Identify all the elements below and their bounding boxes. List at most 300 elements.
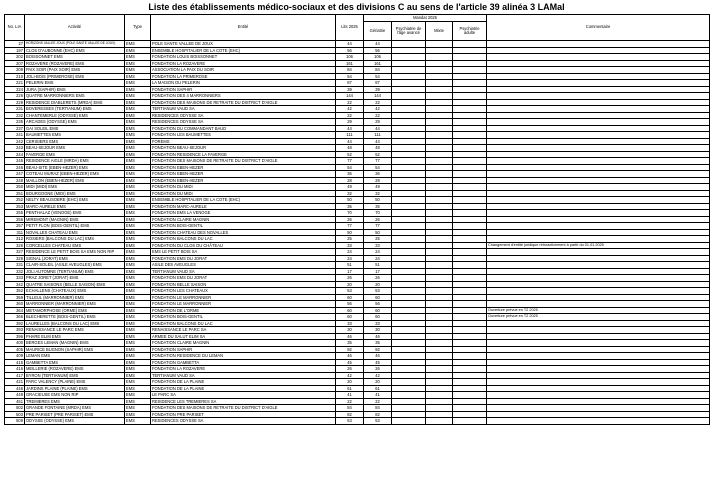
cell-geriatrie: 35: [364, 340, 392, 347]
cell-no: 255: [5, 210, 25, 217]
cell-entite: POLE SANTE VALLEE DE JOUX: [151, 41, 336, 48]
cell-activite: SIGNAL (JORAT) EMS: [25, 255, 125, 262]
cell-no: 244: [5, 151, 25, 158]
cell-no: 210: [5, 73, 25, 80]
cell-lits: 30: [336, 327, 364, 334]
establishments-table: [4, 14, 710, 425]
cell-type: EMS: [125, 171, 151, 178]
cell-type: EMS: [125, 262, 151, 269]
cell-activite: CLOS D'AUBONNE (EHC) EMS: [25, 47, 125, 54]
cell-type: EMS: [125, 210, 151, 217]
cell-geriatrie: 48: [364, 145, 392, 152]
cell-geriatrie: 161: [364, 60, 392, 67]
cell-commentaire: Ouverture prévue en T2 2025: [487, 307, 710, 314]
cell-entite: FONDATION BALCONS DU LAC: [151, 320, 336, 327]
cell-lits: 42: [336, 372, 364, 379]
cell-no: 396: [5, 333, 25, 340]
cell-type: EMS: [125, 398, 151, 405]
cell-entite: ENSEMBLE HOSPITALIER DE LA COTE (EHC): [151, 47, 336, 54]
cell-entite: FONDATION DE L'ORME: [151, 307, 336, 314]
cell-activite: NOVALLES CHATEAU EMS: [25, 229, 125, 236]
cell-no: 202: [5, 54, 25, 61]
cell-geriatrie: 33: [364, 242, 392, 249]
cell-lits: 26: [336, 366, 364, 373]
cell-activite: PHARE ELIM EMS: [25, 333, 125, 340]
cell-entite: RENAISSANCE LE PARC SA: [151, 327, 336, 334]
cell-type: EMS: [125, 158, 151, 165]
cell-activite: GAI SOLEIL EMS: [25, 125, 125, 132]
cell-geriatrie: 70: [364, 210, 392, 217]
cell-type: EMS: [125, 346, 151, 353]
cell-entite: FONDATION BELLE SAISON: [151, 281, 336, 288]
cell-lits: 25: [336, 236, 364, 243]
cell-entite: FONDATION LA PRIMEROSE: [151, 73, 336, 80]
cell-entite: FONDATION LES BAUMETTES: [151, 132, 336, 139]
cell-lits: 161: [336, 60, 364, 67]
col-header-entite: Entité: [151, 15, 336, 41]
cell-no: 27: [5, 41, 25, 48]
cell-lits: 22: [336, 99, 364, 106]
cell-lits: 46: [336, 353, 364, 360]
cell-no: 248: [5, 177, 25, 184]
cell-type: EMS: [125, 106, 151, 113]
cell-geriatrie: 56: [364, 47, 392, 54]
cell-activite: PELERIN EMS: [25, 80, 125, 87]
cell-lits: 52: [336, 151, 364, 158]
cell-activite: ROZAVERE (ROZAVERE) EMS: [25, 60, 125, 67]
cell-no: 226: [5, 93, 25, 100]
cell-type: EMS: [125, 366, 151, 373]
cell-type: EMS: [125, 138, 151, 145]
cell-lits: 45: [336, 359, 364, 366]
cell-no: 232: [5, 112, 25, 119]
cell-no: 329: [5, 255, 25, 262]
cell-lits: 92: [336, 346, 364, 353]
cell-geriatrie: 54: [364, 164, 392, 171]
cell-no: 256: [5, 216, 25, 223]
cell-no: 364: [5, 307, 25, 314]
cell-activite: NELTY BEAUSOBRE (EHC) EMS: [25, 197, 125, 204]
cell-lits: 61: [336, 385, 364, 392]
cell-no: 332: [5, 268, 25, 275]
cell-lits: 51: [336, 262, 364, 269]
cell-geriatrie: 77: [364, 158, 392, 165]
cell-geriatrie: 20: [364, 379, 392, 386]
cell-type: EMS: [125, 67, 151, 74]
col-header-psy-age: Psychiatrie de l'âge avancé: [392, 22, 426, 41]
cell-activite: CORCELLES CHATEAU EMS: [25, 242, 125, 249]
cell-lits: 26: [336, 216, 364, 223]
cell-entite: FONDATION BEAU-SEJOUR: [151, 145, 336, 152]
cell-lits: 84: [336, 67, 364, 74]
cell-activite: LAURELLES (BALCONS DU LAC) EMS: [25, 320, 125, 327]
cell-no: 421: [5, 379, 25, 386]
cell-lits: 39: [336, 86, 364, 93]
cell-geriatrie: 28: [364, 177, 392, 184]
cell-no: 509: [5, 418, 25, 425]
cell-entite: LA MAISON DU PELERIN: [151, 80, 336, 87]
cell-activite: TREMIERES EMS: [25, 398, 125, 405]
cell-type: EMS: [125, 359, 151, 366]
cell-activite: CHANTEMERLE (ODYSSE) EMS: [25, 112, 125, 119]
cell-lits: 24: [336, 249, 364, 256]
cell-lits: 54: [336, 73, 364, 80]
cell-entite: FONDATION DES MAISONS DE RETRAITE DU DISTRICT D'AIGLE: [151, 405, 336, 412]
cell-type: EMS: [125, 223, 151, 230]
cell-geriatrie: 26: [364, 275, 392, 282]
cell-activite: PRAZ JORET (JORAT) EMS: [25, 275, 125, 282]
cell-activite: PETIT FLON (BOIS-GENTIL) EMS: [25, 223, 125, 230]
cell-type: EMS: [125, 405, 151, 412]
col-header-geriatrie: Gériatrie: [364, 22, 392, 41]
cell-type: EMS: [125, 385, 151, 392]
cell-no: 366: [5, 314, 25, 321]
cell-entite: FONDATION DES MAISONS DE RETRAITE DU DISTRICT D'AIGLE: [151, 99, 336, 106]
cell-type: EMS: [125, 275, 151, 282]
cell-lits: 56: [336, 301, 364, 308]
cell-lits: 60: [336, 294, 364, 301]
cell-type: EMS: [125, 372, 151, 379]
cell-activite: JURA (SAPHIR) EMS: [25, 86, 125, 93]
cell-entite: FONDATION EMS LA VENOGE: [151, 210, 336, 217]
cell-entite: FONDATION LES CHATEAUX: [151, 288, 336, 295]
cell-no: 393: [5, 327, 25, 334]
cell-activite: ROSIERS (BALCONS DU LAC) EMS: [25, 236, 125, 243]
cell-mixte: [426, 418, 453, 425]
cell-entite: FONDATION EBEN-HEZER: [151, 171, 336, 178]
cell-geriatrie: 54: [364, 73, 392, 80]
cell-entite: ASILE DES AVEUGLES: [151, 262, 336, 269]
cell-no: 415: [5, 359, 25, 366]
cell-geriatrie: 46: [364, 333, 392, 340]
cell-type: EMS: [125, 184, 151, 191]
cell-lits: 106: [336, 54, 364, 61]
cell-type: EMS: [125, 86, 151, 93]
cell-type: EMS: [125, 177, 151, 184]
cell-lits: 87: [336, 80, 364, 87]
cell-entite: ENSEMBLE HOSPITALIER DE LA COTE (EHC): [151, 197, 336, 204]
cell-type: EMS: [125, 268, 151, 275]
cell-geriatrie: 22: [364, 112, 392, 119]
cell-activite: CLAIR-SOLEIL (ASILE AVEUGLES) EMS: [25, 262, 125, 269]
cell-type: EMS: [125, 340, 151, 347]
cell-geriatrie: 60: [364, 307, 392, 314]
cell-type: EMS: [125, 281, 151, 288]
cell-type: EMS: [125, 119, 151, 126]
cell-entite: FONDATION LA ROZAVERE: [151, 366, 336, 373]
cell-no: 229: [5, 99, 25, 106]
cell-lits: 29: [336, 119, 364, 126]
cell-entite: FONDATION DU MIDI: [151, 190, 336, 197]
cell-type: EMS: [125, 307, 151, 314]
cell-activite: QUATRE MARRONNIERS EMS: [25, 93, 125, 100]
cell-geriatrie: 44: [364, 138, 392, 145]
cell-entite: LE PARC SA: [151, 392, 336, 399]
cell-activite: BLECHERETTE (BOIS-GENTIL) EMS: [25, 314, 125, 321]
cell-activite: JOLI-BOIS (PRIMEROSE) EMS: [25, 73, 125, 80]
cell-geriatrie: 46: [364, 353, 392, 360]
cell-geriatrie: 111: [364, 132, 392, 139]
cell-geriatrie: 25: [364, 236, 392, 243]
cell-geriatrie: 42: [364, 372, 392, 379]
cell-geriatrie: 41: [364, 392, 392, 399]
cell-geriatrie: 17: [364, 268, 392, 275]
cell-no: 237: [5, 125, 25, 132]
cell-no: 359: [5, 294, 25, 301]
cell-type: EMS: [125, 411, 151, 418]
cell-geriatrie: 44: [364, 41, 392, 48]
cell-activite: GRACIEUSE EMS NON RIP: [25, 392, 125, 399]
cell-no: 197: [5, 47, 25, 54]
cell-activite: RESIDENCE LE PETIT BOIS SA EMS NON RIP: [25, 249, 125, 256]
cell-entite: FONDATION GAMBETTA: [151, 359, 336, 366]
cell-activite: COTEAU MURAZ (EBEN-HEZER) EMS: [25, 171, 125, 178]
cell-entite: TERTIANUM VAUD SA: [151, 106, 336, 113]
cell-entite: FONDATION CHATEAU DES NOVALLES: [151, 229, 336, 236]
cell-no: 392: [5, 320, 25, 327]
cell-no: 417: [5, 372, 25, 379]
cell-no: 342: [5, 281, 25, 288]
cell-lits: 60: [336, 314, 364, 321]
cell-type: EMS: [125, 249, 151, 256]
cell-lits: 33: [336, 242, 364, 249]
cell-activite: MARRONNIER (MARRONNIER) EMS: [25, 301, 125, 308]
cell-activite: METAMORPHOSE (ORME) EMS: [25, 307, 125, 314]
cell-geriatrie: 44: [364, 125, 392, 132]
cell-entite: RESIDENCES ODYSSE SA: [151, 112, 336, 119]
cell-lits: 20: [336, 379, 364, 386]
cell-type: EMS: [125, 255, 151, 262]
col-header-mandat: Mandat 2025: [364, 15, 487, 22]
cell-no: 331: [5, 262, 25, 269]
cell-entite: FONDATION EMS DU JORAT: [151, 275, 336, 282]
cell-type: EMS: [125, 333, 151, 340]
cell-activite: GRANDE FONTAINE (MRDA) EMS: [25, 405, 125, 412]
cell-type: EMS: [125, 145, 151, 152]
cell-geriatrie: 84: [364, 405, 392, 412]
cell-activite: BOURGOGNE (MIDI) EMS: [25, 190, 125, 197]
cell-no: 360: [5, 301, 25, 308]
cell-activite: BOVERESSES (TERTIANUM) EMS: [25, 106, 125, 113]
cell-entite: FONDATION MARC-AURELE: [151, 203, 336, 210]
cell-commentaire: [487, 418, 710, 425]
cell-type: EMS: [125, 353, 151, 360]
cell-type: EMS: [125, 190, 151, 197]
table-header: [5, 15, 710, 41]
cell-entite: FONDATION LOUIS BOISSONNET: [151, 54, 336, 61]
cell-psy-adulte: [453, 418, 487, 425]
cell-geriatrie: 24: [364, 255, 392, 262]
cell-geriatrie: 26: [364, 216, 392, 223]
cell-no: 449: [5, 392, 25, 399]
cell-no: 352: [5, 288, 25, 295]
cell-geriatrie: 84: [364, 67, 392, 74]
cell-type: EMS: [125, 320, 151, 327]
cell-activite: MARC-AURELE EMS: [25, 203, 125, 210]
cell-lits: 84: [336, 405, 364, 412]
cell-activite: PRE PARISET (PRE PARISET) EMS: [25, 411, 125, 418]
cell-geriatrie: 52: [364, 151, 392, 158]
cell-geriatrie: 53: [364, 418, 392, 425]
cell-lits: 35: [336, 203, 364, 210]
cell-entite: ASSOCIATION LA PAIX DU SOIR: [151, 67, 336, 74]
cell-lits: 22: [336, 398, 364, 405]
cell-entite: FONDATION DU COMMANDANT BAUD: [151, 125, 336, 132]
cell-entite: FOREMS: [151, 138, 336, 145]
cell-entite: RESIDENCES ODYSSE SA: [151, 119, 336, 126]
cell-activite: JOLI AUTOMNE (TERTIANUM) EMS: [25, 268, 125, 275]
cell-lits: 54: [336, 164, 364, 171]
cell-activite: QUATRE SAISONS (BELLE SAISON) EMS: [25, 281, 125, 288]
cell-entite: FONDATION LE MARRONNIER: [151, 301, 336, 308]
cell-entite: FONDATION BALCONS DU LAC: [151, 236, 336, 243]
cell-activite: PAIX SOIR (PAIX SOIR) EMS: [25, 67, 125, 74]
cell-entite: FONDATION DE LA PLAINE: [151, 385, 336, 392]
cell-entite: TERTIANUM VAUD SA: [151, 372, 336, 379]
cell-no: 250: [5, 184, 25, 191]
cell-no: 231: [5, 106, 25, 113]
cell-psy-age: [392, 418, 426, 425]
cell-geriatrie: 45: [364, 359, 392, 366]
cell-no: 446: [5, 385, 25, 392]
cell-geriatrie: 87: [364, 80, 392, 87]
cell-activite: MIREMONT (MAGNIN) EMS: [25, 216, 125, 223]
cell-entite: RESIDENCES ODYSSE SA: [151, 418, 336, 425]
cell-lits: 77: [336, 223, 364, 230]
cell-no: 405: [5, 346, 25, 353]
cell-lits: 28: [336, 177, 364, 184]
cell-no: 243: [5, 145, 25, 152]
cell-activite: BERGES LEMAN (MAGNIN) EMS: [25, 340, 125, 347]
cell-activite: ODYSSE (ODYSSE) EMS: [25, 418, 125, 425]
cell-geriatrie: 32: [364, 190, 392, 197]
cell-no: 311: [5, 229, 25, 236]
cell-geriatrie: 144: [364, 93, 392, 100]
cell-lits: 70: [336, 210, 364, 217]
table-row: [5, 418, 710, 425]
cell-type: EMS: [125, 47, 151, 54]
cell-lits: 50: [336, 229, 364, 236]
cell-type: EMS: [125, 93, 151, 100]
cell-lits: 111: [336, 132, 364, 139]
col-header-activite: Activité: [25, 15, 125, 41]
cell-entite: FONDATION CLAIRE MAGNIN: [151, 216, 336, 223]
cell-lits: 32: [336, 190, 364, 197]
cell-geriatrie: 50: [364, 229, 392, 236]
cell-geriatrie: 49: [364, 184, 392, 191]
cell-geriatrie: 29: [364, 119, 392, 126]
cell-type: EMS: [125, 229, 151, 236]
cell-geriatrie: 42: [364, 106, 392, 113]
cell-entite: FONDATION DU CLOS DU CHÂTEAU: [151, 242, 336, 249]
cell-lits: 36: [336, 171, 364, 178]
cell-entite: ARMEE DU SALUT ELIM SA: [151, 333, 336, 340]
cell-lits: 49: [336, 184, 364, 191]
cell-lits: 35: [336, 340, 364, 347]
cell-no: 207: [5, 60, 25, 67]
cell-lits: 48: [336, 145, 364, 152]
cell-entite: FONDATION BOIS-GENTIL: [151, 223, 336, 230]
cell-entite: FONDATION RESIDENCE DU LEMAN: [151, 353, 336, 360]
cell-geriatrie: 39: [364, 86, 392, 93]
cell-activite: ARCADES (ODYSSE) EMS: [25, 119, 125, 126]
cell-no: 209: [5, 67, 25, 74]
col-header-lits: Lits 2025: [336, 15, 364, 41]
cell-geriatrie: 60: [364, 314, 392, 321]
cell-entite: FONDATION EBEN-HEZER: [151, 177, 336, 184]
cell-geriatrie: 77: [364, 223, 392, 230]
cell-lits: 42: [336, 106, 364, 113]
cell-geriatrie: 56: [364, 301, 392, 308]
cell-activite: GAMBETTA EMS: [25, 359, 125, 366]
cell-type: EMS: [125, 151, 151, 158]
cell-lits: 20: [336, 281, 364, 288]
cell-lits: 50: [336, 197, 364, 204]
cell-activite: ECHALLENS (CHATEAUX) EMS: [25, 288, 125, 295]
cell-geriatrie: 24: [364, 249, 392, 256]
cell-geriatrie: 51: [364, 262, 392, 269]
cell-type: EMS: [125, 99, 151, 106]
col-header-type: Type: [125, 15, 151, 41]
cell-geriatrie: 61: [364, 385, 392, 392]
cell-lits: 44: [336, 41, 364, 48]
cell-no: 224: [5, 86, 25, 93]
cell-type: EMS: [125, 54, 151, 61]
cell-entite: FONDATION SAPHIR: [151, 346, 336, 353]
cell-type: EMS: [125, 314, 151, 321]
cell-type: EMS: [125, 392, 151, 399]
cell-geriatrie: 82: [364, 411, 392, 418]
cell-activite: CERISIERS EMS: [25, 138, 125, 145]
cell-entite: RESIDENCE LES TREMIERES SA: [151, 398, 336, 405]
cell-type: EMS: [125, 203, 151, 210]
cell-no: 247: [5, 171, 25, 178]
cell-geriatrie: 53: [364, 288, 392, 295]
col-header-mixte: Mixte: [426, 22, 453, 41]
cell-no: 251: [5, 190, 25, 197]
cell-type: EMS: [125, 41, 151, 48]
cell-no: 245: [5, 158, 25, 165]
cell-type: EMS: [125, 418, 151, 425]
cell-lits: 144: [336, 93, 364, 100]
cell-lits: 24: [336, 255, 364, 262]
cell-activite: MEILLERIE (ROZAVERE) EMS: [25, 366, 125, 373]
cell-geriatrie: 92: [364, 346, 392, 353]
cell-type: EMS: [125, 236, 151, 243]
cell-geriatrie: 36: [364, 171, 392, 178]
cell-no: 253: [5, 203, 25, 210]
cell-type: EMS: [125, 112, 151, 119]
cell-no: 235: [5, 119, 25, 126]
cell-no: 252: [5, 197, 25, 204]
cell-activite: BEAU-SITE (EBEN-HEZER) EMS: [25, 164, 125, 171]
cell-type: EMS: [125, 197, 151, 204]
cell-geriatrie: 22: [364, 398, 392, 405]
cell-geriatrie: 22: [364, 99, 392, 106]
cell-type: EMS: [125, 327, 151, 334]
cell-activite: MAILLON (EBEN-HEZER) EMS: [25, 177, 125, 184]
cell-geriatrie: 106: [364, 54, 392, 61]
cell-type: EMS: [125, 164, 151, 171]
cell-type: EMS: [125, 60, 151, 67]
cell-no: 333: [5, 275, 25, 282]
cell-commentaire: Ouverture prévue en T2 2025: [487, 314, 710, 321]
cell-entite: FONDATION DES 4 MARRONNIERS: [151, 93, 336, 100]
cell-lits: 44: [336, 125, 364, 132]
cell-entite: EMS LE PETIT BOIS SA: [151, 249, 336, 256]
cell-no: 503: [5, 411, 25, 418]
col-header-no: No. LIA: [5, 15, 25, 41]
